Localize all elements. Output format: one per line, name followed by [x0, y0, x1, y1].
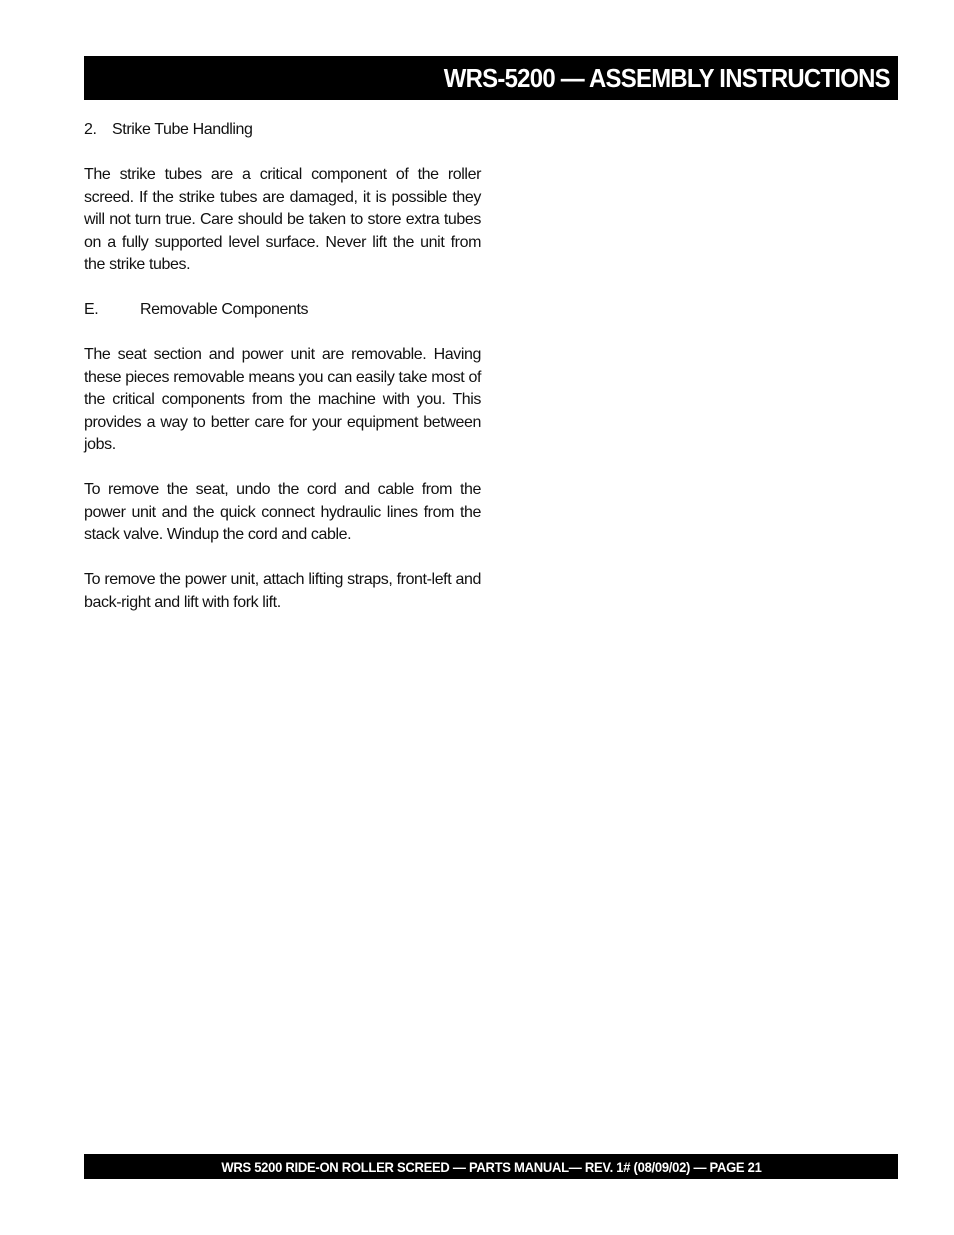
page-header-bar — [84, 56, 898, 100]
section-e-letter: E. — [84, 301, 99, 318]
section-e-title: Removable Components — [140, 301, 309, 318]
page-title: WRS-5200 — ASSEMBLY INSTRUCTIONS — [443, 62, 890, 93]
document-body — [84, 119, 481, 637]
section-e-heading — [84, 299, 481, 322]
section-2-title: Strike Tube Handling — [112, 121, 253, 138]
remove-seat-paragraph: To remove the seat, undo the cord and cable from the power unit and the quick connect hydraulic lines from the stack valve. Windup the cord and cable. — [84, 481, 481, 543]
section-2-heading — [84, 119, 481, 142]
remove-power-unit-paragraph: To remove the power unit, attach lifting straps, front-left and back-right and lift with fork lift. — [84, 571, 481, 611]
removable-components-paragraph: The seat section and power unit are removable. Having these pieces removable means you can easily take most of the critical components from the machine with you. This provides a way to better care for your equipment between jobs. — [84, 346, 481, 453]
page-footer-bar — [84, 1154, 898, 1179]
page-footer-text: WRS 5200 RIDE-ON ROLLER SCREED — PARTS MANUAL— REV. 1# (08/09/02) — PAGE 21 — [220, 1158, 762, 1175]
section-2-number: 2. — [84, 121, 97, 138]
strike-tube-paragraph: The strike tubes are a critical component of the roller screed. If the strike tubes are damaged, it is possible they will not turn true. Care should be taken to store extra tubes on a fully supported level surface. Never lift the unit from the strike tubes. — [84, 166, 481, 273]
